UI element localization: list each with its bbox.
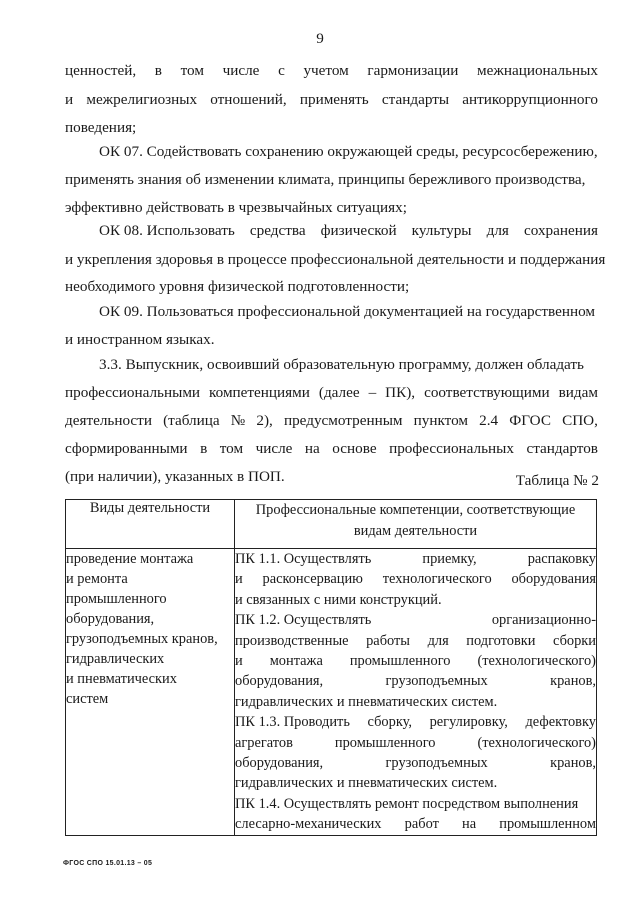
word: для xyxy=(427,632,449,649)
activity-cell xyxy=(66,549,235,836)
activity-line: и пневматических xyxy=(66,671,177,687)
paragraph-line xyxy=(65,331,215,349)
word: для xyxy=(486,222,509,239)
table-caption: Таблица № 2 xyxy=(515,472,599,489)
word: эффективно действовать в чрезвычайных ситуациях; xyxy=(65,199,407,216)
word: (далее xyxy=(318,384,360,401)
word: грузоподъемных xyxy=(385,755,488,772)
word: регулировку, xyxy=(429,714,508,731)
word: деятельности xyxy=(65,412,152,429)
word: дефектовку xyxy=(525,714,596,731)
word: промышленного xyxy=(334,734,436,751)
word: оборудования, xyxy=(235,673,324,690)
word: грузоподъемных xyxy=(385,673,488,690)
word: (технологического) xyxy=(477,653,596,670)
word: том xyxy=(180,62,204,79)
word: межрелигиозных xyxy=(86,91,198,108)
word: распаковку xyxy=(527,551,596,567)
word: сформированными xyxy=(65,440,188,457)
paragraph-line xyxy=(65,278,409,296)
word: и xyxy=(235,653,243,670)
word: применять xyxy=(299,91,369,108)
word: отношений, xyxy=(210,91,287,108)
word: кранов, xyxy=(550,673,596,690)
word: подготовки xyxy=(466,632,536,649)
activity-line: и ремонта xyxy=(66,571,128,587)
activity-line: оборудования, xyxy=(66,611,155,627)
word: в xyxy=(154,62,162,79)
word: и укрепления здоровья в процессе профессиональной деятельности и поддержания xyxy=(65,251,606,268)
word: 2.4 xyxy=(479,412,499,429)
word: сохранения xyxy=(523,222,598,239)
word: ПК 1.1. Осуществлять xyxy=(235,551,372,567)
activity-line: грузоподъемных кранов, xyxy=(66,631,218,647)
word: 2), xyxy=(256,412,273,429)
word: ПК 1.2. Осуществлять xyxy=(235,612,372,629)
word: на xyxy=(304,440,320,457)
word: приемку, xyxy=(422,551,477,567)
competency-line xyxy=(235,651,596,671)
word: № xyxy=(230,412,246,429)
word: средства xyxy=(249,222,306,239)
word: сборку, xyxy=(367,714,412,731)
word: агрегатов xyxy=(235,734,293,751)
activity-line: систем xyxy=(66,691,109,707)
word: на xyxy=(462,816,477,833)
competency-line xyxy=(235,610,596,630)
competency-line xyxy=(235,671,596,691)
paragraph-line xyxy=(65,440,598,458)
word: видам xyxy=(558,384,598,401)
word: гидравлических и пневматических систем. xyxy=(235,775,498,792)
word: межнациональных xyxy=(476,62,598,79)
word: пунктом xyxy=(413,412,469,429)
word: промышленном xyxy=(499,816,596,833)
word: числе xyxy=(222,62,260,79)
word: оборудования, xyxy=(235,755,324,772)
word: слесарно-механических xyxy=(235,816,382,833)
word: и связанных с ними конструкций. xyxy=(235,591,442,608)
header-competencies-line: Профессиональные компетенции, соответствующие xyxy=(255,502,576,518)
word: работ xyxy=(404,816,439,833)
word: и xyxy=(65,91,74,108)
paragraph-line xyxy=(65,384,598,402)
word: компетенциями xyxy=(209,384,310,401)
paragraph-line xyxy=(65,468,285,486)
word: культуры xyxy=(411,222,472,239)
competency-line xyxy=(235,631,596,651)
word: производственные xyxy=(235,632,349,649)
footer-standard-code: ФГОС СПО 15.01.13 – 05 xyxy=(63,860,153,867)
word: том xyxy=(219,440,244,457)
paragraph-line xyxy=(65,199,407,217)
word: физической xyxy=(320,222,397,239)
word: применять знания об изменении климата, принципы бережливого производства, xyxy=(65,171,586,188)
activity-line: гидравлических xyxy=(66,651,165,667)
competency-line xyxy=(235,794,596,814)
competency-line xyxy=(235,773,596,793)
paragraph-line xyxy=(65,171,585,189)
paragraph-line xyxy=(99,303,595,321)
paragraph-line xyxy=(65,91,598,109)
word: в xyxy=(200,440,208,457)
competency-line xyxy=(235,569,596,589)
word: и xyxy=(235,571,243,588)
competency-line xyxy=(235,692,596,712)
word: необходимого уровня физической подготовленности; xyxy=(65,278,410,295)
word: и иностранном языках. xyxy=(65,331,215,348)
word: числе xyxy=(255,440,293,457)
paragraph-line xyxy=(65,251,605,269)
competency-line xyxy=(235,753,596,773)
word: ПК 1.3. Проводить xyxy=(235,714,350,731)
word: оборудования xyxy=(511,571,596,588)
activity-line: промышленного xyxy=(66,591,167,607)
word: учетом xyxy=(303,62,349,79)
paragraph-line xyxy=(65,119,136,137)
word: работы xyxy=(366,632,410,649)
word: промышленного xyxy=(349,653,451,670)
page-number: 9 xyxy=(316,30,324,47)
word: с xyxy=(278,62,285,79)
table-header-row xyxy=(66,500,597,549)
word: кранов, xyxy=(550,755,596,772)
word: ОК 09. Пользоваться профессиональной документацией на государственном xyxy=(99,303,596,320)
word: профессиональными xyxy=(65,384,201,401)
word: ПК), xyxy=(385,384,416,401)
competency-line xyxy=(235,712,596,732)
word: организационно- xyxy=(491,612,596,629)
word: технологического xyxy=(382,571,492,588)
paragraph-line xyxy=(99,143,598,161)
paragraph-line xyxy=(65,62,598,80)
word: ФГОС xyxy=(509,412,551,429)
word: (таблица xyxy=(163,412,220,429)
word: антикоррупционного xyxy=(462,91,598,108)
word: профессиональных xyxy=(389,440,514,457)
word: гидравлических и пневматических систем. xyxy=(235,693,498,710)
paragraph-line xyxy=(65,412,598,430)
word: расконсервацию xyxy=(262,571,363,588)
header-activity-types: Виды деятельности xyxy=(66,500,235,549)
competencies-table xyxy=(65,499,597,836)
word: СПО, xyxy=(562,412,598,429)
word: соответствующими xyxy=(424,384,550,401)
word: ПК 1.4. Осуществлять ремонт посредством выполнения xyxy=(235,795,579,812)
competency-line xyxy=(235,733,596,753)
paragraph-line xyxy=(99,356,584,374)
competency-line xyxy=(235,549,596,569)
header-competencies-line: видам деятельности xyxy=(353,523,478,539)
word: – xyxy=(368,384,377,401)
competency-line xyxy=(235,814,596,834)
word: монтажа xyxy=(269,653,323,670)
activity-line: проведение монтажа xyxy=(66,551,194,567)
word: стандартов xyxy=(526,440,598,457)
word: поведения; xyxy=(65,119,137,136)
word: предусмотренным xyxy=(283,412,403,429)
word: основе xyxy=(332,440,377,457)
word: (технологического) xyxy=(477,734,596,751)
word: стандарты xyxy=(381,91,450,108)
word: ОК 08. Использовать xyxy=(99,222,235,239)
competency-line xyxy=(235,590,596,610)
word: сборки xyxy=(553,632,596,649)
word: гармонизации xyxy=(367,62,459,79)
header-competencies xyxy=(235,500,597,549)
competency-cell xyxy=(235,549,597,836)
word: 3.3. Выпускник, освоивший образовательную программу, должен обладать xyxy=(99,356,584,373)
table-row xyxy=(66,549,597,836)
word: (при наличии), указанных в ПОП. xyxy=(65,468,285,485)
word: ОК 07. Содействовать сохранению окружающей среды, ресурсосбережению, xyxy=(99,143,598,160)
word: ценностей, xyxy=(65,62,137,79)
paragraph-line xyxy=(99,222,598,240)
